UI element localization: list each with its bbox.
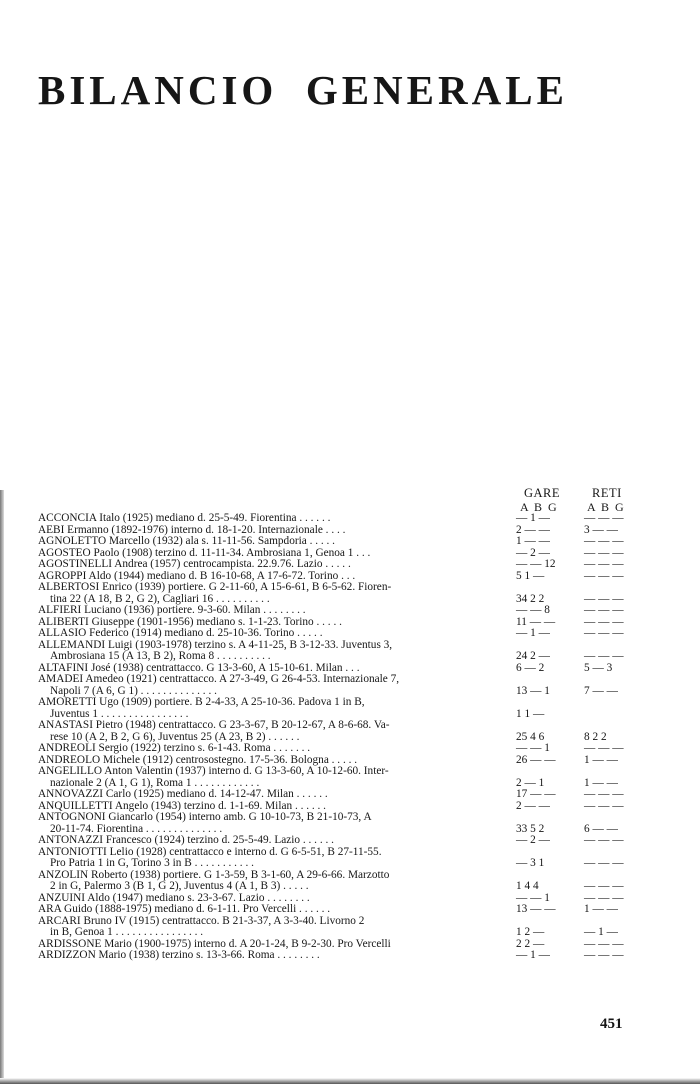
gare-values: 2 — — bbox=[516, 799, 550, 812]
player-entry-continuation bbox=[38, 594, 678, 606]
gare-values: — 3 1 bbox=[516, 857, 545, 869]
player-entry bbox=[38, 536, 678, 548]
gare-values: 1 1 — bbox=[516, 707, 545, 720]
player-entry-text: ANQUILLETTI Angelo (1943) terzino d. 1-1-69. Milan . . . . . . bbox=[38, 800, 327, 812]
player-entry-text: 2 in G, Palermo 3 (B 1, G 2), Juventus 4 (A 1, B 3) . . . . . bbox=[50, 881, 309, 892]
reti-values: — — — bbox=[584, 604, 624, 616]
gare-values: — 1 — bbox=[516, 949, 550, 961]
reti-values: 1 — — bbox=[584, 753, 618, 766]
reti-subheader: A B G bbox=[587, 500, 624, 514]
player-entry-text: AGOSTEO Paolo (1908) terzino d. 11-11-34. Ambrosiana 1, Genoa 1 . . . bbox=[38, 547, 371, 559]
gare-values: — — 8 bbox=[516, 604, 550, 616]
gare-values: 25 4 6 bbox=[516, 730, 545, 743]
player-entry-text: AMADEI Amedeo (1921) centrattacco. A 27-3-49, G 26-4-53. Internazionale 7, bbox=[38, 674, 400, 685]
reti-values: 8 2 2 bbox=[584, 730, 607, 743]
gare-values: 13 — — bbox=[516, 903, 556, 915]
reti-values: — — — bbox=[584, 592, 624, 605]
player-entry-text: rese 10 (A 2, B 2, G 6), Juventus 25 (A 23, B 2) . . . . . . bbox=[50, 731, 300, 743]
player-entry-text: ANDREOLI Sergio (1922) terzino s. 6-1-43. Roma . . . . . . . bbox=[38, 743, 311, 754]
player-entry-continuation bbox=[38, 651, 678, 663]
reti-values: — — — bbox=[584, 650, 624, 662]
player-entry bbox=[38, 525, 678, 537]
player-entry-continuation bbox=[38, 686, 678, 698]
player-entry bbox=[38, 617, 678, 629]
player-entry bbox=[38, 663, 678, 675]
player-entry bbox=[38, 513, 678, 525]
reti-values: — — — bbox=[584, 834, 624, 846]
reti-values: — — — bbox=[584, 937, 624, 950]
player-entry-text: ALLEMANDI Luigi (1903-1978) terzino s. A 4-11-25, B 3-12-33. Juventus 3, bbox=[38, 639, 393, 651]
player-entry-text: Pro Patria 1 in G, Torino 3 in B . . . . . . . . . . . bbox=[50, 858, 254, 869]
gare-values: — 1 — bbox=[516, 627, 550, 639]
player-entry-text: ANNOVAZZI Carlo (1925) mediano d. 14-12-47. Milan . . . . . . bbox=[38, 789, 328, 800]
gare-values: 26 — — bbox=[516, 753, 556, 766]
player-entry bbox=[38, 674, 678, 686]
gare-values: 13 — 1 bbox=[516, 684, 550, 697]
reti-values: — — — bbox=[584, 891, 624, 904]
gare-values: 2 — — bbox=[516, 523, 550, 536]
player-entry-text: AGOSTINELLI Andrea (1957) centrocampista. 22.9.76. Lazio . . . . . bbox=[38, 559, 351, 570]
reti-values: 1 — — bbox=[584, 903, 618, 915]
gare-values: — — 1 bbox=[516, 891, 550, 904]
player-entry-text: Ambrosiana 15 (A 13, B 2), Roma 8 . . . . . . . . . . bbox=[50, 651, 271, 662]
gare-values: 34 2 2 bbox=[516, 592, 545, 605]
player-entry bbox=[38, 605, 678, 617]
reti-values: — — — bbox=[584, 512, 624, 524]
player-entry-continuation bbox=[38, 778, 678, 790]
player-entry-text: Juventus 1 . . . . . . . . . . . . . . . . bbox=[50, 708, 189, 720]
reti-values: 6 — — bbox=[584, 822, 618, 835]
player-entry-text: ANASTASI Pietro (1948) centrattacco. G 23-3-67, B 20-12-67, A 8-6-68. Va- bbox=[38, 720, 390, 731]
gare-values: 11 — — bbox=[516, 615, 556, 628]
gare-values: 17 — — bbox=[516, 788, 556, 800]
player-entry bbox=[38, 582, 678, 594]
player-entry bbox=[38, 720, 678, 732]
player-entry bbox=[38, 835, 678, 847]
player-entry bbox=[38, 559, 678, 571]
player-entry bbox=[38, 789, 678, 801]
gare-values: — 2 — bbox=[516, 834, 550, 846]
player-entry-text: ANZOLIN Roberto (1938) portiere. G 1-3-59, B 3-1-60, A 29-6-66. Marzotto bbox=[38, 869, 390, 881]
player-entry-text: ANTONIOTTI Lelio (1928) centrattacco e interno d. G 6-5-51, B 27-11-55. bbox=[38, 846, 382, 858]
player-list bbox=[38, 513, 678, 962]
player-entry-text: ALTAFINI José (1938) centrattacco. G 13-3-60, A 15-10-61. Milan . . . bbox=[38, 662, 360, 674]
gare-values: 6 — 2 bbox=[516, 661, 545, 674]
player-entry-continuation bbox=[38, 927, 678, 939]
player-entry bbox=[38, 950, 678, 962]
player-entry bbox=[38, 916, 678, 928]
reti-values: — — — bbox=[584, 558, 624, 570]
player-entry bbox=[38, 743, 678, 755]
reti-values: — — — bbox=[584, 546, 624, 559]
reti-values: 3 — — bbox=[584, 523, 618, 536]
reti-values: 5 — 3 bbox=[584, 661, 613, 674]
player-entry-text: ALIBERTI Giuseppe (1901-1956) mediano s. 1-1-23. Torino . . . . . bbox=[38, 616, 342, 628]
gare-values: 1 4 4 bbox=[516, 880, 539, 892]
player-entry-text: ANZUINI Aldo (1947) mediano s. 23-3-67. Lazio . . . . . . . . bbox=[38, 892, 310, 904]
reti-values: — — — bbox=[584, 569, 624, 582]
player-entry bbox=[38, 870, 678, 882]
page-number: 451 bbox=[600, 1016, 623, 1032]
reti-values: — — — bbox=[584, 615, 624, 628]
player-entry bbox=[38, 893, 678, 905]
gare-values: 33 5 2 bbox=[516, 822, 545, 835]
gare-values: 1 — — bbox=[516, 535, 550, 547]
player-entry bbox=[38, 548, 678, 560]
player-entry-continuation bbox=[38, 709, 678, 721]
player-entry-text: in B, Genoa 1 . . . . . . . . . . . . . . . . bbox=[50, 927, 204, 938]
gare-values: — — 12 bbox=[516, 558, 556, 570]
gare-header: GARE bbox=[524, 486, 561, 500]
player-entry-text: ANTOGNONI Giancarlo (1954) interno amb. G 10-10-73, B 21-10-73, A bbox=[38, 812, 372, 823]
gare-values: 2 — 1 bbox=[516, 776, 545, 789]
gare-values: — 2 — bbox=[516, 546, 550, 559]
page-bottom-edge bbox=[0, 1078, 700, 1084]
player-entry bbox=[38, 939, 678, 951]
player-entry-text: ARDIZZON Mario (1938) terzino s. 13-3-66. Roma . . . . . . . . bbox=[38, 950, 320, 961]
reti-values: 1 — — bbox=[584, 776, 618, 789]
player-entry bbox=[38, 571, 678, 583]
player-entry bbox=[38, 640, 678, 652]
reti-values: — — — bbox=[584, 627, 624, 639]
player-entry-text: tina 22 (A 18, B 2, G 2), Cagliari 16 . . . . . . . . . . bbox=[50, 593, 270, 605]
player-entry-text: ALBERTOSI Enrico (1939) portiere. G 2-11-60, A 15-6-61, B 6-5-62. Fioren- bbox=[38, 582, 392, 593]
player-entry bbox=[38, 628, 678, 640]
player-entry-text: AGROPPI Aldo (1944) mediano d. B 16-10-68, A 17-6-72. Torino . . . bbox=[38, 570, 356, 582]
player-entry-text: ARA Guido (1888-1975) mediano d. 6-1-11. Pro Vercelli . . . . . . bbox=[38, 904, 331, 915]
reti-values: — — — bbox=[584, 742, 624, 754]
player-entry-text: 20-11-74. Fiorentina . . . . . . . . . . . . . . bbox=[50, 823, 223, 835]
page-title: BILANCIO GENERALE bbox=[38, 67, 568, 113]
player-entry-continuation bbox=[38, 881, 678, 893]
reti-values: — — — bbox=[584, 880, 624, 892]
player-entry-continuation bbox=[38, 732, 678, 744]
book-spine-shadow bbox=[0, 490, 4, 1084]
player-entry-text: AGNOLETTO Marcello (1932) ala s. 11-11-56. Sampdoria . . . . . bbox=[38, 536, 336, 547]
reti-values: — 1 — bbox=[584, 926, 618, 938]
player-entry bbox=[38, 755, 678, 767]
player-entry-text: ANDREOLO Michele (1912) centrosostegno. 17-5-36. Bologna . . . . . bbox=[38, 754, 358, 766]
player-entry bbox=[38, 812, 678, 824]
player-entry bbox=[38, 847, 678, 859]
gare-values: 5 1 — bbox=[516, 569, 545, 582]
reti-values: — — — bbox=[584, 949, 624, 961]
player-entry-text: ACCONCIA Italo (1925) mediano d. 25-5-49. Fiorentina . . . . . . bbox=[38, 513, 331, 524]
gare-values: 2 2 — bbox=[516, 937, 545, 950]
player-entry-text: Napoli 7 (A 6, G 1) . . . . . . . . . . . . . . bbox=[50, 685, 217, 697]
gare-values: — — 1 bbox=[516, 742, 550, 754]
player-entry-text: ARCARI Bruno IV (1915) centrattacco. B 21-3-37, A 3-3-40. Livorno 2 bbox=[38, 915, 365, 927]
reti-header: RETI bbox=[592, 486, 622, 500]
reti-values: — — — bbox=[584, 799, 624, 812]
player-entry-text: ALFIERI Luciano (1936) portiere. 9-3-60. Milan . . . . . . . . bbox=[38, 605, 306, 616]
reti-values: — — — bbox=[584, 535, 624, 547]
player-entry-text: ARDISSONE Mario (1900-1975) interno d. A 20-1-24, B 9-2-30. Pro Vercelli bbox=[38, 938, 391, 950]
player-entry-text: AMORETTI Ugo (1909) portiere. B 2-4-33, A 25-10-36. Padova 1 in B, bbox=[38, 697, 365, 708]
player-entry-text: ANGELILLO Anton Valentin (1937) interno d. G 13-3-60, A 10-12-60. Inter- bbox=[38, 766, 389, 777]
reti-values: — — — bbox=[584, 857, 624, 869]
reti-values: — — — bbox=[584, 788, 624, 800]
gare-values: 1 2 — bbox=[516, 926, 545, 938]
player-entry-text: ANTONAZZI Francesco (1924) terzino d. 25-5-49. Lazio . . . . . . bbox=[38, 835, 334, 846]
player-entry bbox=[38, 697, 678, 709]
player-entry bbox=[38, 766, 678, 778]
player-entry-text: nazionale 2 (A 1, G 1), Roma 1 . . . . . . . . . . . . bbox=[50, 777, 260, 789]
gare-values: 24 2 — bbox=[516, 650, 550, 662]
gare-subheader: A B G bbox=[520, 500, 557, 514]
player-entry-continuation bbox=[38, 824, 678, 836]
player-entry-continuation bbox=[38, 858, 678, 870]
player-entry-text: AEBI Ermanno (1892-1976) interno d. 18-1-20. Internazionale . . . . bbox=[38, 524, 346, 536]
player-entry bbox=[38, 801, 678, 813]
gare-values: — 1 — bbox=[516, 512, 550, 524]
reti-values: 7 — — bbox=[584, 684, 618, 697]
player-entry bbox=[38, 904, 678, 916]
player-entry-text: ALLASIO Federico (1914) mediano d. 25-10-36. Torino . . . . . bbox=[38, 628, 323, 639]
